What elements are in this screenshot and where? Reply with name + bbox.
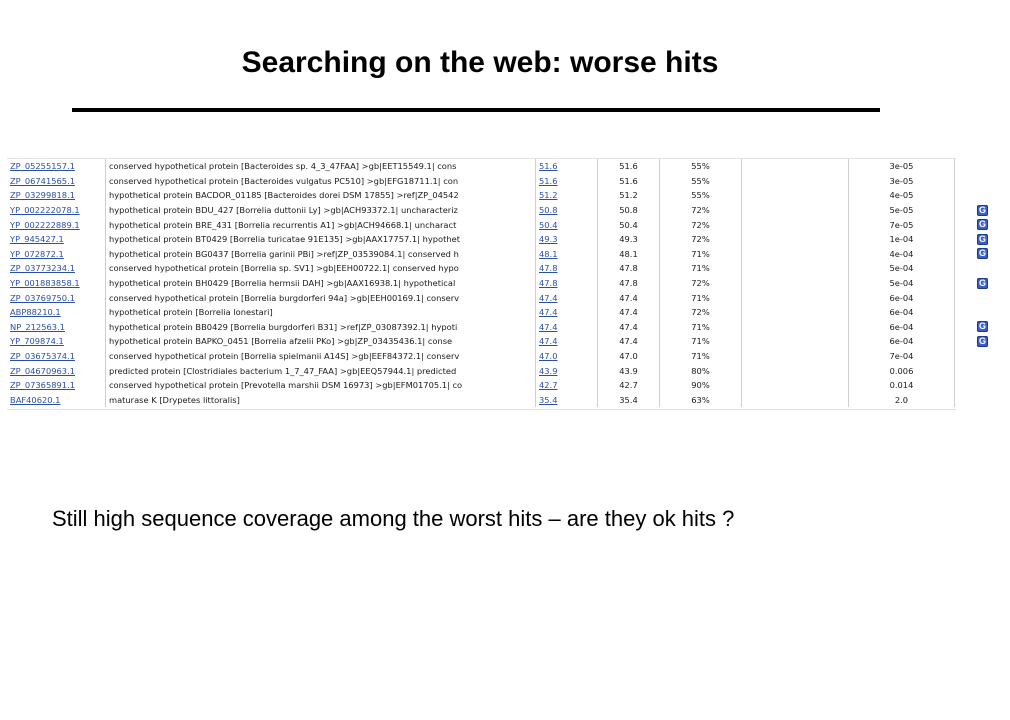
gene-link-icon[interactable]: G (978, 248, 986, 259)
description-text-cell (106, 290, 536, 305)
accession-link-cell (7, 320, 106, 335)
max-score-link[interactable]: 35.4 (539, 394, 558, 405)
e-value-cell (849, 247, 955, 262)
links-cell (955, 305, 1010, 320)
max-score-link[interactable]: 50.4 (539, 219, 558, 230)
description-text: conserved hypothetical protein [Borrelia spielmanii A14S] >gb|EEF84372.1| conserv (109, 351, 460, 362)
spacer-cell (742, 261, 849, 276)
table-row (7, 363, 1010, 378)
e-value-cell (849, 334, 955, 349)
links-cell (955, 320, 1010, 335)
accession-link[interactable]: YP_001883858.1 (10, 278, 80, 289)
max-score-link[interactable]: 49.3 (539, 234, 558, 245)
total-score: 42.7 (619, 380, 638, 391)
total-score-cell (598, 217, 660, 232)
description-text-cell (106, 393, 536, 408)
accession-link-cell (7, 378, 106, 393)
e-value: 0.006 (889, 365, 914, 376)
query-coverage: 71% (691, 248, 710, 259)
description-text: predicted protein [Clostridiales bacterium 1_7_47_FAA] >gb|EEQ57944.1| predicted (109, 365, 457, 376)
total-score-cell (598, 393, 660, 408)
links-cell (955, 232, 1010, 247)
total-score: 50.8 (619, 205, 638, 216)
spacer-cell (742, 305, 849, 320)
total-score: 47.0 (619, 351, 638, 362)
e-value-cell (849, 349, 955, 364)
accession-link-cell (7, 188, 106, 203)
total-score: 48.1 (619, 248, 638, 259)
max-score-link-cell (536, 261, 598, 276)
accession-link-cell (7, 305, 106, 320)
query-coverage: 55% (691, 161, 710, 172)
links-cell (955, 174, 1010, 189)
query-coverage: 90% (691, 380, 710, 391)
total-score-cell (598, 378, 660, 393)
spacer-cell (742, 159, 849, 174)
table-row (7, 217, 1010, 232)
table-row (7, 290, 1010, 305)
max-score-link-cell (536, 393, 598, 408)
e-value: 4e-04 (889, 248, 914, 259)
description-text: conserved hypothetical protein [Bacteroides sp. 4_3_47FAA] >gb|EET15549.1| cons (109, 161, 457, 172)
description-text-cell (106, 320, 536, 335)
e-value-cell (849, 363, 955, 378)
e-value-cell (849, 378, 955, 393)
accession-link-cell (7, 232, 106, 247)
query-coverage-cell (660, 232, 742, 247)
accession-link-cell (7, 276, 106, 291)
accession-link[interactable]: ZP_03675374.1 (10, 351, 75, 362)
spacer-cell (742, 247, 849, 262)
total-score-cell (598, 261, 660, 276)
links-cell (955, 247, 1010, 262)
query-coverage-cell (660, 305, 742, 320)
total-score: 47.4 (619, 292, 638, 303)
blast-results-body (7, 159, 1010, 407)
description-text-cell (106, 334, 536, 349)
gene-link-icon[interactable]: G (978, 204, 986, 215)
accession-link-cell (7, 334, 106, 349)
max-score-link[interactable]: 51.6 (539, 161, 558, 172)
total-score: 51.6 (619, 161, 638, 172)
query-coverage: 71% (691, 292, 710, 303)
e-value: 6e-04 (889, 307, 914, 318)
total-score: 47.8 (619, 278, 638, 289)
query-coverage-cell (660, 261, 742, 276)
e-value: 6e-04 (889, 336, 914, 347)
spacer-cell (742, 203, 849, 218)
accession-link[interactable]: YP_002222889.1 (10, 219, 80, 230)
title-divider (72, 108, 880, 112)
query-coverage-cell (660, 188, 742, 203)
spacer-cell (742, 290, 849, 305)
spacer-cell (742, 276, 849, 291)
description-text: hypothetical protein BH0429 [Borrelia hermsii DAH] >gb|AAX16938.1| hypothetical (109, 278, 456, 289)
description-text-cell (106, 159, 536, 174)
spacer-cell (742, 232, 849, 247)
total-score: 51.6 (619, 175, 638, 186)
links-cell (955, 203, 1010, 218)
table-row (7, 203, 1010, 218)
max-score-link-cell (536, 159, 598, 174)
max-score-link-cell (536, 217, 598, 232)
description-text: hypothetical protein BT0429 [Borrelia turicatae 91E135] >gb|AAX17757.1| hypothet (109, 234, 460, 245)
description-text: maturase K [Drypetes littoralis] (109, 394, 240, 405)
max-score-link[interactable]: 47.4 (539, 307, 558, 318)
e-value-cell (849, 320, 955, 335)
total-score: 35.4 (619, 394, 638, 405)
e-value-cell (849, 217, 955, 232)
query-coverage-cell (660, 290, 742, 305)
total-score: 47.4 (619, 307, 638, 318)
gene-link-icon[interactable]: G (978, 233, 986, 244)
query-coverage: 72% (691, 278, 710, 289)
e-value-cell (849, 203, 955, 218)
e-value-cell (849, 188, 955, 203)
query-coverage-cell (660, 247, 742, 262)
total-score: 51.2 (619, 190, 638, 201)
total-score: 47.4 (619, 321, 638, 332)
accession-link[interactable]: ABP88210.1 (10, 307, 61, 318)
links-cell (955, 159, 1010, 174)
description-text-cell (106, 217, 536, 232)
query-coverage: 71% (691, 321, 710, 332)
table-row (7, 349, 1010, 364)
total-score-cell (598, 349, 660, 364)
description-text-cell (106, 174, 536, 189)
e-value: 3e-05 (889, 175, 914, 186)
max-score-link[interactable]: 47.0 (539, 351, 558, 362)
gene-link-icon[interactable]: G (978, 321, 986, 332)
description-text-cell (106, 261, 536, 276)
description-text: hypothetical protein BAPKO_0451 [Borrelia afzelii PKo] >gb|ZP_03435436.1| conse (109, 336, 453, 347)
spacer-cell (742, 363, 849, 378)
query-coverage: 72% (691, 219, 710, 230)
accession-link[interactable]: ZP_03299818.1 (10, 190, 75, 201)
max-score-link[interactable]: 47.8 (539, 278, 558, 289)
max-score-link[interactable]: 50.8 (539, 205, 558, 216)
slide-caption: Still high sequence coverage among the worst hits – are they ok hits ? (52, 506, 735, 531)
description-text: conserved hypothetical protein [Borrelia sp. SV1] >gb|EEH00722.1| conserved hypo (109, 263, 459, 274)
spacer-cell (742, 393, 849, 408)
gene-link-icon[interactable]: G (978, 219, 986, 230)
accession-link-cell (7, 393, 106, 408)
query-coverage: 72% (691, 205, 710, 216)
description-text: hypothetical protein BG0437 [Borrelia garinii PBi] >ref|ZP_03539084.1| conserved h (109, 248, 459, 259)
max-score-link[interactable]: 48.1 (539, 248, 558, 259)
query-coverage: 71% (691, 263, 710, 274)
total-score-cell (598, 203, 660, 218)
total-score-cell (598, 174, 660, 189)
description-text-cell (106, 363, 536, 378)
links-cell (955, 378, 1010, 393)
query-coverage-cell (660, 276, 742, 291)
links-cell (955, 217, 1010, 232)
description-text-cell (106, 203, 536, 218)
query-coverage-cell (660, 363, 742, 378)
query-coverage: 55% (691, 190, 710, 201)
table-row (7, 159, 1010, 174)
accession-link[interactable]: YP_072872.1 (10, 248, 64, 259)
links-cell (955, 276, 1010, 291)
query-coverage-cell (660, 159, 742, 174)
query-coverage-cell (660, 334, 742, 349)
table-row (7, 188, 1010, 203)
description-text-cell (106, 378, 536, 393)
accession-link-cell (7, 159, 106, 174)
e-value-cell (849, 276, 955, 291)
description-text: hypothetical protein BRE_431 [Borrelia recurrentis A1] >gb|ACH94668.1| uncharact (109, 219, 457, 230)
links-cell (955, 393, 1010, 408)
query-coverage: 55% (691, 175, 710, 186)
links-cell (955, 188, 1010, 203)
max-score-link[interactable]: 47.4 (539, 336, 558, 347)
e-value-cell (849, 290, 955, 305)
e-value-cell (849, 261, 955, 276)
max-score-link-cell (536, 174, 598, 189)
max-score-link-cell (536, 232, 598, 247)
total-score-cell (598, 334, 660, 349)
e-value-cell (849, 393, 955, 408)
max-score-link-cell (536, 378, 598, 393)
description-text-cell (106, 232, 536, 247)
links-cell (955, 363, 1010, 378)
query-coverage-cell (660, 203, 742, 218)
max-score-link[interactable]: 47.4 (539, 321, 558, 332)
table-row (7, 334, 1010, 349)
e-value: 5e-04 (889, 263, 914, 274)
accession-link[interactable]: ZP_06741565.1 (10, 175, 75, 186)
table-row (7, 305, 1010, 320)
e-value-cell (849, 174, 955, 189)
links-cell (955, 290, 1010, 305)
accession-link[interactable]: ZP_03769750.1 (10, 292, 75, 303)
spacer-cell (742, 378, 849, 393)
accession-link[interactable]: ZP_04670963.1 (10, 365, 75, 376)
description-text-cell (106, 276, 536, 291)
accession-link[interactable]: NP_212563.1 (10, 321, 65, 332)
e-value: 7e-05 (889, 219, 914, 230)
query-coverage: 72% (691, 307, 710, 318)
max-score-link-cell (536, 203, 598, 218)
max-score-link-cell (536, 363, 598, 378)
spacer-cell (742, 334, 849, 349)
total-score-cell (598, 276, 660, 291)
max-score-link-cell (536, 320, 598, 335)
query-coverage: 63% (691, 394, 710, 405)
query-coverage-cell (660, 320, 742, 335)
accession-link[interactable]: ZP_05255157.1 (10, 161, 75, 172)
accession-link[interactable]: ZP_03773234.1 (10, 263, 75, 274)
description-text: hypothetical protein [Borrelia lonestari] (109, 307, 273, 318)
accession-link-cell (7, 290, 106, 305)
max-score-link[interactable]: 43.9 (539, 365, 558, 376)
e-value: 6e-04 (889, 321, 914, 332)
spacer-cell (742, 349, 849, 364)
slide-title: Searching on the web: worse hits (241, 46, 719, 79)
e-value: 2.0 (894, 394, 909, 405)
query-coverage-cell (660, 349, 742, 364)
query-coverage: 71% (691, 336, 710, 347)
accession-link[interactable]: BAF40620.1 (10, 394, 61, 405)
query-coverage-cell (660, 217, 742, 232)
accession-link-cell (7, 203, 106, 218)
table-row (7, 261, 1010, 276)
accession-link-cell (7, 247, 106, 262)
total-score-cell (598, 232, 660, 247)
description-text: conserved hypothetical protein [Borrelia burgdorferi 94a] >gb|EEH00169.1| conserv (109, 292, 460, 303)
max-score-link-cell (536, 334, 598, 349)
accession-link[interactable]: YP_709874.1 (10, 336, 64, 347)
total-score-cell (598, 188, 660, 203)
max-score-link-cell (536, 349, 598, 364)
query-coverage: 71% (691, 351, 710, 362)
spacer-cell (742, 188, 849, 203)
e-value: 4e-05 (889, 190, 914, 201)
accession-link-cell (7, 174, 106, 189)
table-row (7, 232, 1010, 247)
spacer-cell (742, 174, 849, 189)
max-score-link[interactable]: 47.8 (539, 263, 558, 274)
gene-link-icon[interactable]: G (978, 335, 986, 346)
gene-link-icon[interactable]: G (978, 277, 986, 288)
max-score-link[interactable]: 51.6 (539, 175, 558, 186)
e-value: 1e-04 (889, 234, 914, 245)
table-row (7, 320, 1010, 335)
total-score: 47.8 (619, 263, 638, 274)
max-score-link-cell (536, 247, 598, 262)
max-score-link-cell (536, 188, 598, 203)
description-text-cell (106, 247, 536, 262)
description-text-cell (106, 305, 536, 320)
table-row (7, 247, 1010, 262)
total-score: 43.9 (619, 365, 638, 376)
e-value: 6e-04 (889, 292, 914, 303)
query-coverage: 80% (691, 365, 710, 376)
accession-link-cell (7, 349, 106, 364)
max-score-link-cell (536, 276, 598, 291)
accession-link-cell (7, 217, 106, 232)
spacer-cell (742, 217, 849, 232)
total-score: 49.3 (619, 234, 638, 245)
spacer-cell (742, 320, 849, 335)
total-score-cell (598, 305, 660, 320)
query-coverage-cell (660, 174, 742, 189)
description-text: conserved hypothetical protein [Bacteroides vulgatus PC510] >gb|EFG18711.1| con (109, 175, 459, 186)
total-score-cell (598, 247, 660, 262)
total-score: 50.4 (619, 219, 638, 230)
max-score-link[interactable]: 42.7 (539, 380, 558, 391)
table-row (7, 378, 1010, 393)
max-score-link-cell (536, 290, 598, 305)
description-text: hypothetical protein BB0429 [Borrelia burgdorferi B31] >ref|ZP_03087392.1| hypoti (109, 321, 458, 332)
links-cell (955, 261, 1010, 276)
accession-link[interactable]: ZP_07365891.1 (10, 380, 75, 391)
description-text: conserved hypothetical protein [Prevotella marshii DSM 16973] >gb|EFM01705.1| co (109, 380, 463, 391)
max-score-link[interactable]: 47.4 (539, 292, 558, 303)
table-row (7, 393, 1010, 408)
e-value: 0.014 (889, 380, 914, 391)
accession-link[interactable]: YP_002222078.1 (10, 205, 80, 216)
total-score-cell (598, 290, 660, 305)
links-cell (955, 334, 1010, 349)
e-value-cell (849, 232, 955, 247)
e-value: 7e-04 (889, 351, 914, 362)
query-coverage-cell (660, 393, 742, 408)
description-text: hypothetical protein BDU_427 [Borrelia duttonii Ly] >gb|ACH93372.1| uncharacteriz (109, 205, 458, 216)
max-score-link[interactable]: 51.2 (539, 190, 558, 201)
query-coverage: 72% (691, 234, 710, 245)
e-value: 5e-04 (889, 278, 914, 289)
total-score: 47.4 (619, 336, 638, 347)
total-score-cell (598, 159, 660, 174)
description-text-cell (106, 349, 536, 364)
blast-results-table (7, 158, 986, 410)
max-score-link-cell (536, 305, 598, 320)
description-text: hypothetical protein BACDOR_01185 [Bacteroides dorei DSM 17855] >ref|ZP_04542 (109, 190, 459, 201)
links-cell (955, 349, 1010, 364)
description-text-cell (106, 188, 536, 203)
e-value: 3e-05 (889, 161, 914, 172)
e-value-cell (849, 305, 955, 320)
table-row (7, 174, 1010, 189)
table-row (7, 276, 1010, 291)
total-score-cell (598, 363, 660, 378)
accession-link-cell (7, 363, 106, 378)
e-value-cell (849, 159, 955, 174)
accession-link-cell (7, 261, 106, 276)
total-score-cell (598, 320, 660, 335)
accession-link[interactable]: YP_945427.1 (10, 234, 64, 245)
e-value: 5e-05 (889, 205, 914, 216)
query-coverage-cell (660, 378, 742, 393)
